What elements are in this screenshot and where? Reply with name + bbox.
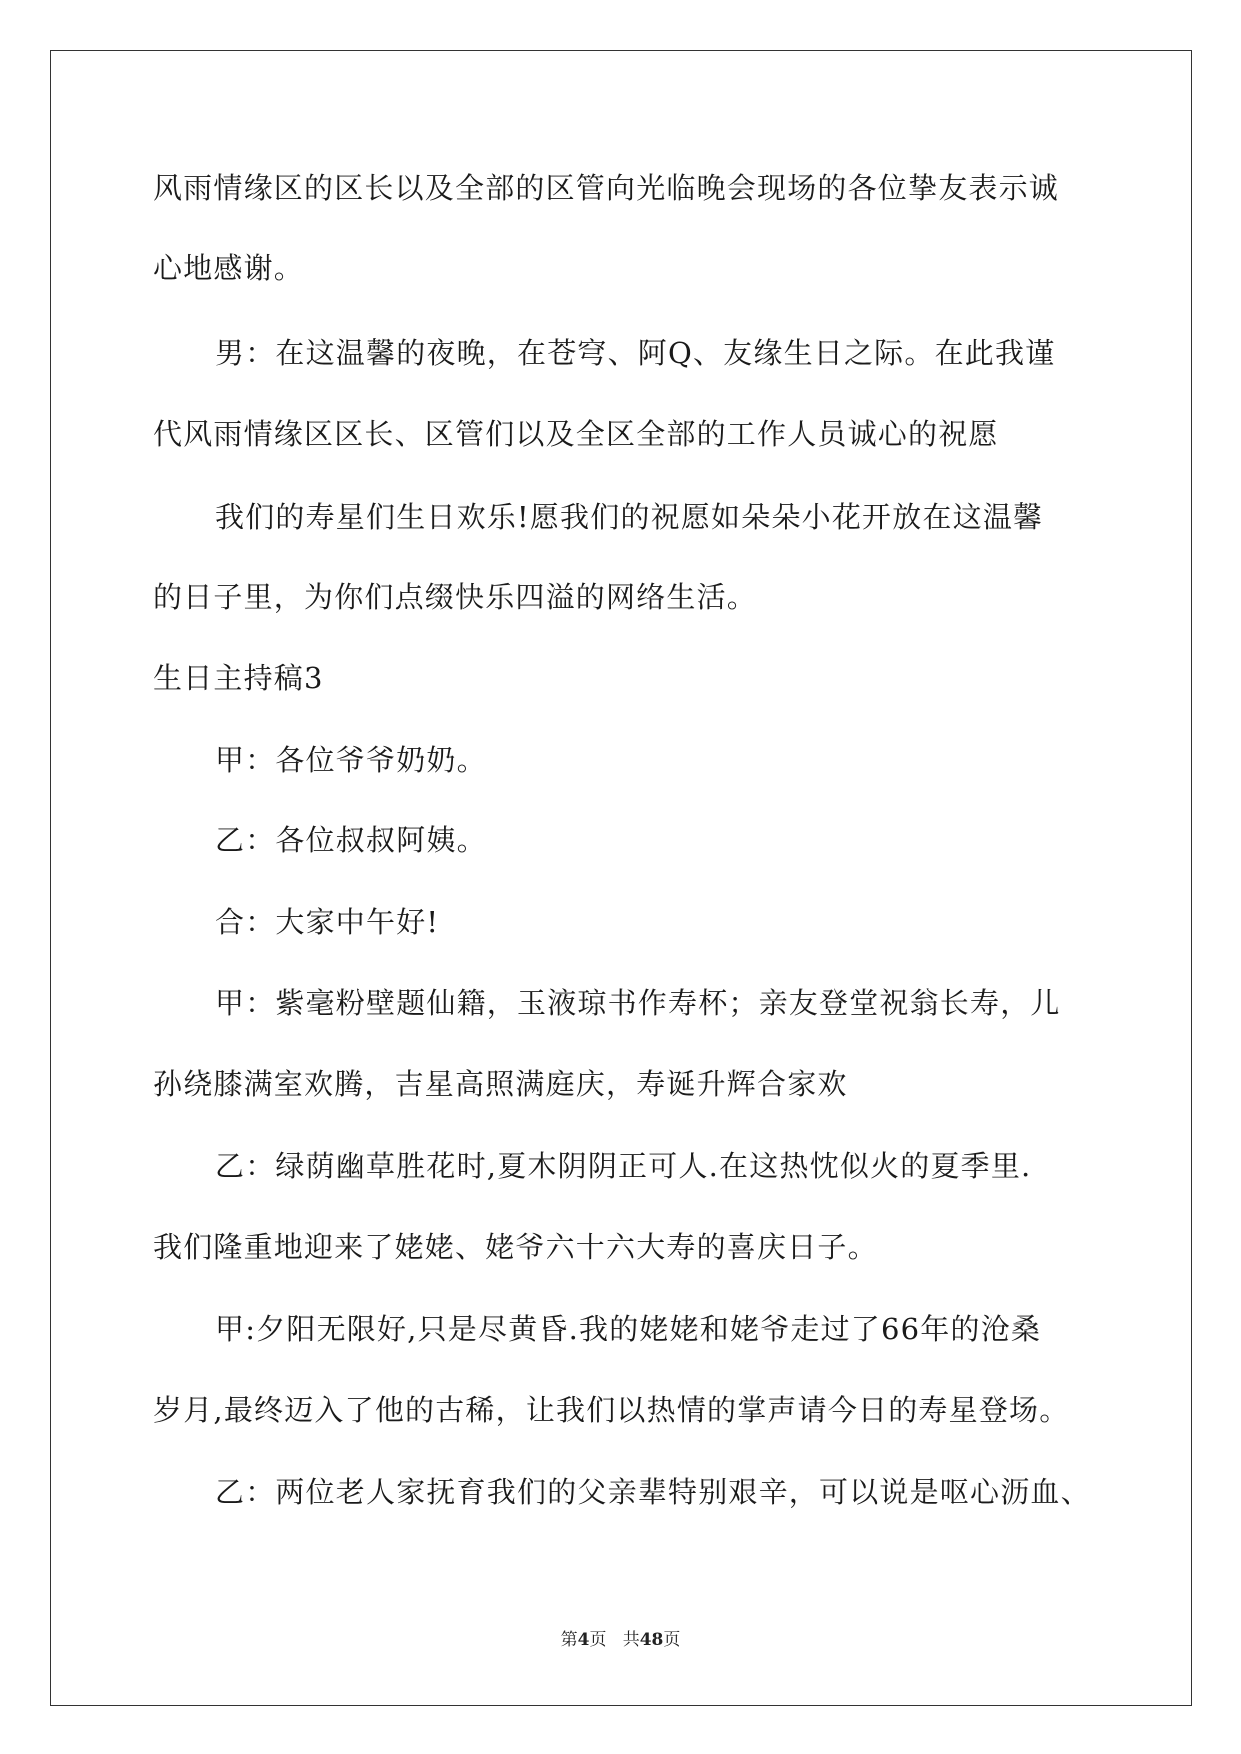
text-line: 的日子里，为你们点缀快乐四溢的网络生活。 — [153, 580, 758, 614]
page-border — [50, 50, 1192, 1706]
text-line: 代风雨情缘区区长、区管们以及全区全部的工作人员诚心的祝愿 — [153, 417, 999, 451]
text-line: 合：大家中午好! — [215, 905, 440, 939]
footer-page-suffix: 页 — [589, 1630, 607, 1650]
text-line: 孙绕膝满室欢腾，吉星高照满庭庆，寿诞升辉合家欢 — [153, 1067, 848, 1101]
text-line: 岁月,最终迈入了他的古稀，让我们以热情的掌声请今日的寿星登场。 — [153, 1393, 1070, 1427]
footer-prefix: 第 — [560, 1630, 578, 1650]
text-line: 我们的寿星们生日欢乐!愿我们的祝愿如朵朵小花开放在这温馨 — [215, 500, 1044, 534]
text-line: 乙：绿荫幽草胜花时,夏木阴阴正可人.在这热忱似火的夏季里. — [215, 1149, 1032, 1183]
text-line: 甲：紫毫粉壁题仙籍，玉液琼书作寿杯；亲友登堂祝翁长寿，儿 — [215, 986, 1061, 1020]
text-line: 我们隆重地迎来了姥姥、姥爷六十六大寿的喜庆日子。 — [153, 1230, 878, 1264]
text-line: 甲:夕阳无限好,只是尽黄昏.我的姥姥和姥爷走过了66年的沧桑 — [215, 1312, 1042, 1346]
footer-total-prefix: 共 — [622, 1630, 640, 1650]
footer-total-suffix: 页 — [663, 1630, 681, 1650]
text-line: 男：在这温馨的夜晚，在苍穹、阿Q、友缘生日之际。在此我谨 — [215, 336, 1056, 370]
section-heading: 生日主持稿3 — [153, 661, 324, 695]
text-line: 风雨情缘区的区长以及全部的区管向光临晚会现场的各位挚友表示诚 — [153, 171, 1060, 205]
text-line: 乙：两位老人家抚育我们的父亲辈特别艰辛，可以说是呕心沥血、 — [215, 1475, 1091, 1509]
text-line: 甲：各位爷爷奶奶。 — [215, 743, 487, 777]
text-line: 乙：各位叔叔阿姨。 — [215, 823, 487, 857]
total-pages: 48 — [639, 1630, 664, 1650]
page-footer — [0, 1625, 1241, 1650]
text-line: 心地感谢。 — [153, 251, 305, 285]
page-number: 4 — [577, 1630, 590, 1650]
